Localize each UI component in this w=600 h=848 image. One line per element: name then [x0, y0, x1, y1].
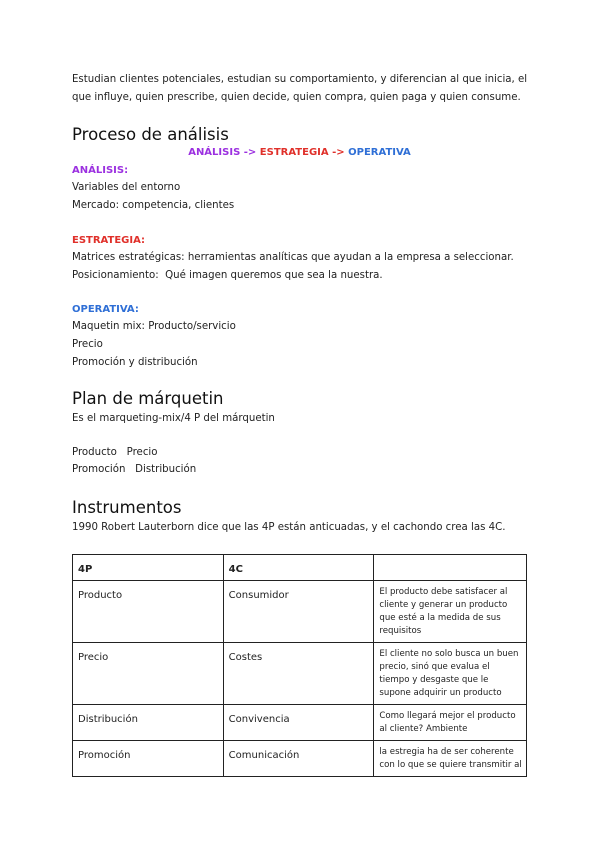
- 4p-4c-table: [72, 554, 527, 777]
- analisis-list: [72, 179, 234, 215]
- flow-arrow-1: ->: [240, 147, 260, 158]
- operativa-item: Promoción y distribución: [72, 357, 198, 368]
- plan-description: Es el marqueting-mix/4 P del márquetin: [72, 413, 275, 424]
- table-row: [73, 643, 527, 705]
- flow-estrategia: ESTRATEGIA: [259, 147, 329, 158]
- table-cell: El cliente no solo busca un buen precio, sinó que evalua el tiempo y desgaste que le supone adquirir un producto: [374, 643, 527, 705]
- table-row: [73, 705, 527, 741]
- analisis-item: Variables del entorno: [72, 182, 181, 193]
- table-cell: Distribución: [73, 705, 224, 741]
- table-cell: Precio: [73, 643, 224, 705]
- table-cell: Como llegará mejor el producto al cliente? Ambiente: [374, 705, 527, 741]
- operativa-list: [72, 318, 236, 372]
- flow-operativa: OPERATIVA: [348, 147, 411, 158]
- operativa-label: OPERATIVA:: [72, 304, 139, 315]
- estrategia-item: Matrices estratégicas: herramientas analíticas que ayudan a la empresa a seleccionar.: [72, 252, 514, 263]
- analisis-label: ANÁLISIS:: [72, 165, 129, 176]
- plan-heading: Plan de márquetin: [72, 389, 224, 408]
- table-cell: Convivencia: [223, 705, 374, 741]
- process-flow: [72, 145, 527, 161]
- table-header-cell: 4C: [223, 555, 374, 581]
- table-cell: la estregia ha de ser coherente con lo que se quiere transmitir al: [374, 741, 527, 777]
- analisis-item: Mercado: competencia, clientes: [72, 200, 235, 211]
- table-cell: Producto: [73, 581, 224, 643]
- proceso-heading: Proceso de análisis: [72, 125, 229, 144]
- table-row: [73, 741, 527, 777]
- table-cell: Costes: [223, 643, 374, 705]
- estrategia-item: Posicionamiento: Qué imagen queremos que sea la nuestra.: [72, 270, 383, 281]
- operativa-item: Precio: [72, 339, 103, 350]
- plan-row-2: Promoción Distribución: [72, 464, 197, 475]
- intro-line-2: que influye, quien prescribe, quien decide, quien compra, quien paga y quien consume.: [72, 92, 521, 103]
- plan-row-1: Producto Precio: [72, 447, 158, 458]
- flow-analisis: ANÁLISIS: [188, 147, 241, 158]
- table-header-row: [73, 555, 527, 581]
- table-header-cell: [374, 555, 527, 581]
- instrumentos-description: 1990 Robert Lauterborn dice que las 4P están anticuadas, y el cachondo crea las 4C.: [72, 522, 506, 533]
- table-cell: Consumidor: [223, 581, 374, 643]
- operativa-item: Maquetin mix: Producto/servicio: [72, 321, 236, 332]
- table-cell: Comunicación: [223, 741, 374, 777]
- table-row: [73, 581, 527, 643]
- table-header-cell: 4P: [73, 555, 224, 581]
- intro-paragraph: [72, 71, 542, 107]
- estrategia-label: ESTRATEGIA:: [72, 235, 146, 246]
- table-cell: El producto debe satisfacer al cliente y generar un producto que esté a la medida de sus requisitos: [374, 581, 527, 643]
- intro-line-1: Estudian clientes potenciales, estudian su comportamiento, y diferencian al que inicia, el: [72, 74, 528, 85]
- instrumentos-heading: Instrumentos: [72, 498, 182, 517]
- estrategia-list: [72, 249, 542, 285]
- table-cell: Promoción: [73, 741, 224, 777]
- flow-arrow-2: ->: [328, 147, 349, 158]
